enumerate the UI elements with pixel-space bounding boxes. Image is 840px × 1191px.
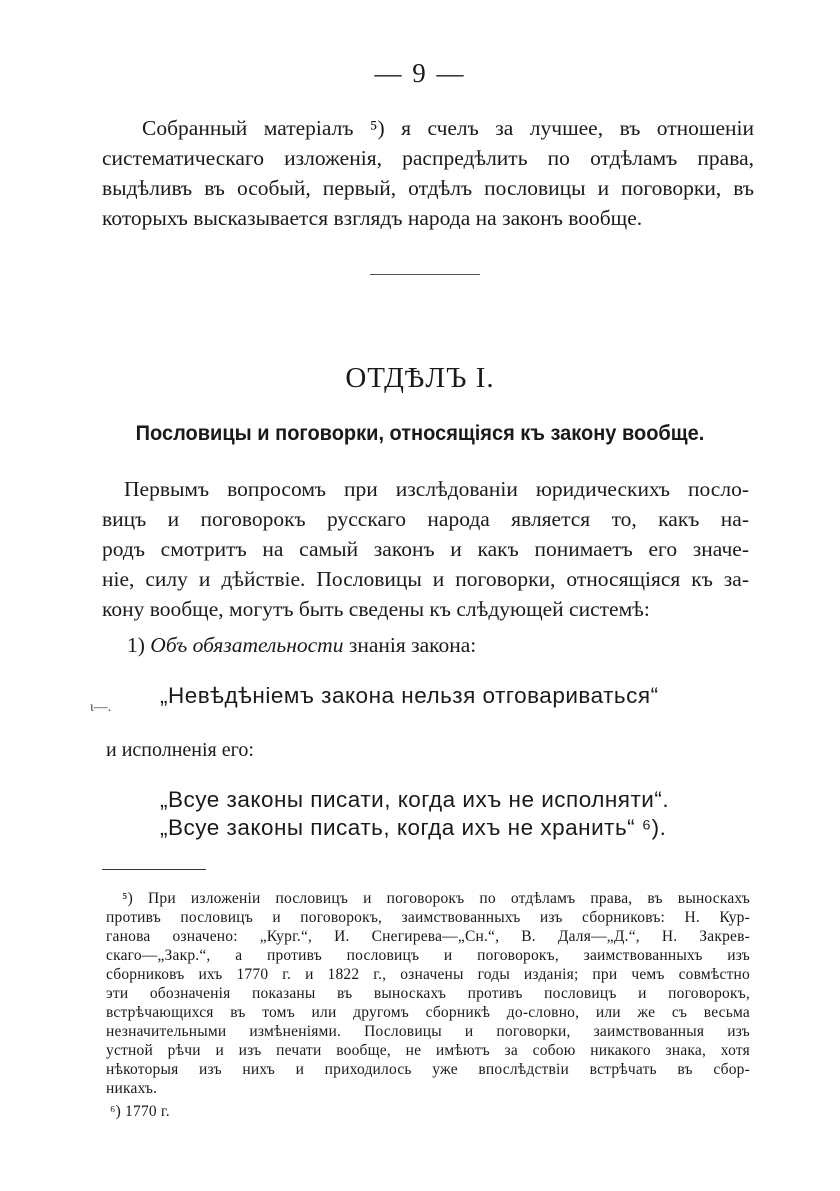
margin-mark: ι—. [90,700,112,715]
footnote-line: встрѣчающихся въ томъ или другомъ сборникѣ до-словно, или же съ весьма [106,1004,750,1021]
quote-proverb-3: „Всуе законы писать, когда ихъ не хранить“ ⁶). [160,815,667,840]
list-item-1 [127,633,476,658]
footnote-line: ⁵) При изложеніи пословицъ и поговорокъ по отдѣламъ права, въ выноскахъ [122,890,750,907]
footnote-line: никахъ. [106,1080,158,1097]
section-title: ОТДѢЛЪ I. [345,362,495,394]
quote-proverb-1: „Невѣдѣніемъ закона нельзя отговариваться“ [160,683,659,708]
footnote-line: противъ пословицъ и поговорокъ, заимствованныхъ изъ сборниковъ: Н. Кур- [106,909,750,926]
item-text: знанія закона: [348,633,477,657]
footnote-line: скаго—„Закр.“, а противъ пословицъ и поговорокъ, заимствованныхъ изъ [106,947,750,964]
body-line: вицъ и поговорокъ русскаго народа является то, какъ на- [102,507,749,531]
body-line: родъ смотритъ на самый законъ и какъ понимаетъ его значе- [102,537,749,561]
footnote-line: нѣкоторыя изъ нихъ и приходилось уже впослѣдствіи встрѣчать въ сбор- [106,1061,750,1078]
body-line: кону вообще, могутъ быть сведены къ слѣдующей системѣ: [102,597,650,621]
section-subtitle: Пословицы и поговорки, относящіяся къ закону вообще. [135,421,705,445]
footnote-line: незначительными измѣненіями. Пословицы и поговорки, заимствованныя изъ [106,1023,750,1040]
connector-text: и исполненія его: [106,739,254,761]
footnote-6: ⁶) 1770 г. [110,1103,170,1120]
intro-line: которыхъ высказывается взглядъ народа на законъ вообще. [102,206,643,230]
footnote-line: ганова означено: „Кург.“, И. Снегирева—„Сн.“, В. Даля—„Д.“, Н. Закрев- [106,928,750,945]
footnote-separator [102,869,206,870]
item-emphasis: Объ обязательности [150,633,344,657]
page-number: — 9 — [374,58,466,88]
intro-line: Собранный матеріалъ ⁵) я счелъ за лучшее, въ отношеніи [142,116,754,140]
intro-line: выдѣливъ въ особый, первый, отдѣлъ пословицы и поговорки, въ [102,176,754,200]
footnote-line: устной рѣчи и изъ печати вообще, не имѣютъ за собою никакого знака, хотя [106,1042,750,1059]
body-line: ніе, силу и дѣйствіе. Пословицы и поговорки, относящіяся къ за- [102,567,749,591]
intro-line: систематическаго изложенія, распредѣлить по отдѣламъ права, [102,146,754,170]
footnote-line: сборниковъ ихъ 1770 г. и 1822 г., означены годы изданія; при чемъ совмѣстно [106,966,750,983]
item-number: 1) [127,633,145,657]
quote-proverb-2: „Всуе законы писати, когда ихъ не исполняти“. [160,787,670,812]
body-line: Первымъ вопросомъ при изслѣдованіи юридическихъ посло- [124,477,749,501]
footnote-line: эти обозначенія показаны въ выноскахъ противъ пословицъ и поговорокъ, [106,985,750,1002]
section-divider [370,274,480,275]
